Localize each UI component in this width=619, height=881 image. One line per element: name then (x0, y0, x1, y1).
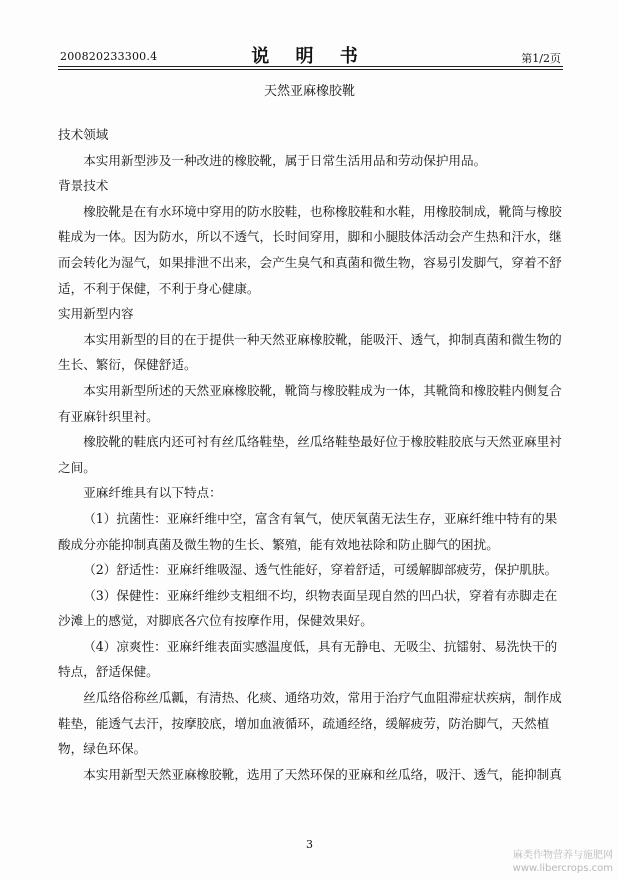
header-title: 说 明 书 (251, 46, 368, 67)
watermark-url: www.libercrops.com (512, 863, 613, 874)
numbered-paragraph: （2）舒适性：亚麻纤维吸湿、透气性能好，穿着舒适，可缓解脚部疲劳，保护肌肤。 (83, 562, 558, 578)
watermark (513, 849, 613, 875)
paragraph: 本实用新型涉及一种改进的橡胶靴，属于日常生活用品和劳动保护用品。 (83, 152, 487, 168)
paragraph: 亚麻纤维具有以下特点： (83, 485, 222, 501)
page-number: 3 (306, 838, 313, 851)
paragraph: 丝瓜络俗称丝瓜瓤，有清热、化痰、通络功效，常用于治疗气血阻滞症状疾病，制作成鞋垫，能透气去汗，按摩胶底，增加血液循环，疏通经络，缓解疲劳，防治脚气，天然植物，绿色环保。 (58, 690, 562, 757)
section-heading: 技术领域 (58, 127, 109, 142)
document-body (58, 122, 566, 787)
numbered-paragraph: （1）抗菌性：亚麻纤维中空，富含有氧气，使厌氧菌无法生存，亚麻纤维中特有的果酸成分亦能抑制真菌及微生物的生长、繁殖，能有效地祛除和防止脚气的困扰。 (58, 510, 558, 552)
paragraph: 橡胶靴的鞋底内还可衬有丝瓜络鞋垫，丝瓜络鞋垫最好位于橡胶鞋胶底与天然亚麻里衬之间。 (58, 434, 562, 475)
paragraph: 本实用新型的目的在于提供一种天然亚麻橡胶靴，能吸汗、透气，抑制真菌和微生物的生长、繁衍，保健舒适。 (58, 331, 562, 373)
numbered-paragraph: （3）保健性：亚麻纤维纱支粗细不均，织物表面呈现自然的凹凸状，穿着有赤脚走在沙滩上的感觉，对脚底各穴位有按摩作用，保健效果好。 (58, 587, 558, 629)
document-title: 天然亚麻橡胶靴 (263, 84, 355, 99)
paragraph: 本实用新型所述的天然亚麻橡胶靴，靴筒与橡胶鞋成为一体，其靴筒和橡胶鞋内侧复合有亚麻针织里衬。 (58, 382, 562, 424)
header-rule (58, 66, 563, 67)
section-heading: 背景技术 (58, 178, 109, 194)
header-rule (58, 69, 563, 70)
paragraph: 本实用新型天然亚麻橡胶靴，选用了天然环保的亚麻和丝瓜络，吸汗、透气，能抑制真 (83, 766, 562, 782)
patent-number: 200820233300.4 (60, 50, 158, 63)
watermark-line: 麻类作物营养与施肥网 (513, 850, 613, 861)
section-heading: 实用新型内容 (58, 306, 134, 322)
numbered-paragraph: （4）凉爽性：亚麻纤维表面实感温度低，具有无静电、无吸尘、抗镭射、易洗快干的特点，舒适保健。 (58, 638, 558, 680)
paragraph: 橡胶靴是在有水环境中穿用的防水胶鞋，也称橡胶鞋和水鞋，用橡胶制成，靴筒与橡胶鞋成为一体。因为防水，所以不透气，长时间穿用，脚和小腿肢体活动会产生热和汗水，继而会转化为湿气，如果排泄不出来，会产生臭气和真菌和微生物，容易引发脚气，穿着不舒适，不利于保健，不利于身心健康。 (58, 203, 562, 296)
page-label: 第1/2页 (521, 52, 561, 65)
